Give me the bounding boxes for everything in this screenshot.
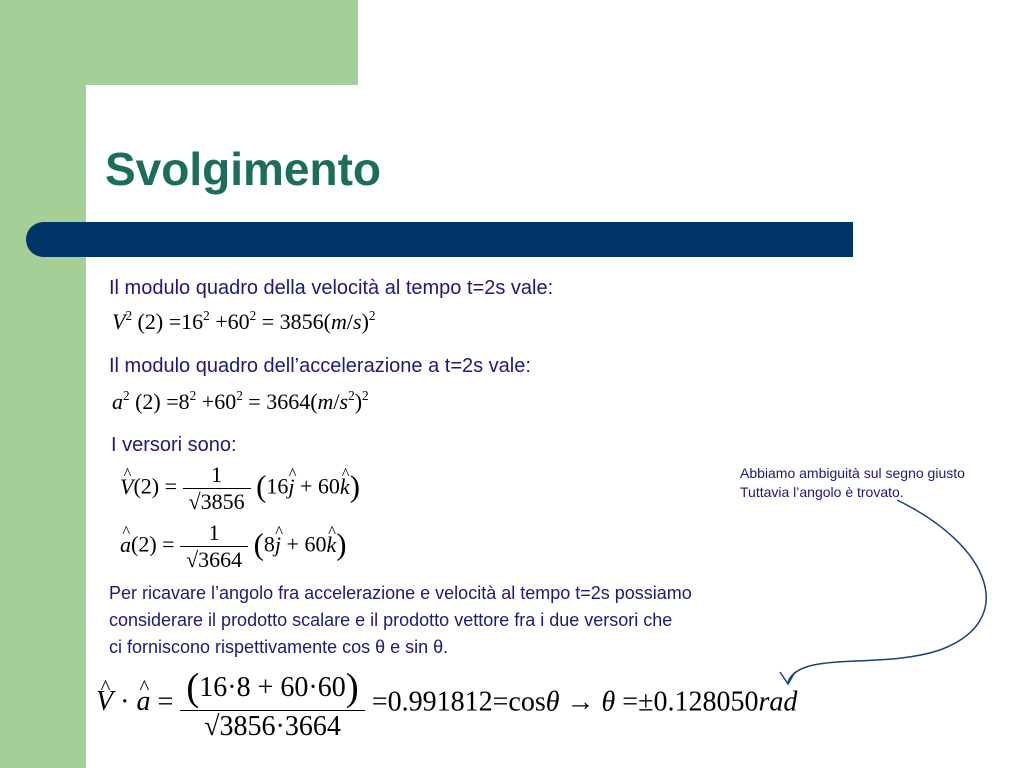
velocity-intro: Il modulo quadro della velocità al tempo t=2s vale: <box>109 277 554 299</box>
final-num-paren-open: ( <box>186 666 200 709</box>
eq-a-paren-open: ( <box>310 389 318 414</box>
paragraph-line-1: Per ricavare l’angolo fra accelerazione e velocità al tempo t=2s possiamo <box>109 583 692 603</box>
eq-a-arg: (2) <box>135 389 161 414</box>
eq-v-term-b-exp: 2 <box>249 307 257 323</box>
eq-v-unit-m: m <box>330 309 347 334</box>
eq-v-arg: (2) <box>137 309 164 334</box>
eq-v-unit-exp: 2 <box>368 307 376 323</box>
eq-v-unit-s: s <box>353 309 362 334</box>
final-equals-3: = <box>492 686 509 718</box>
eq-a-term-b-exp: 2 <box>236 387 243 403</box>
eq-v-plus: + <box>215 309 228 334</box>
vers-a-paren-close: ) <box>336 527 347 562</box>
final-a-hat: ^ a <box>136 686 150 718</box>
final-denominator-value: 3856·3664 <box>219 711 341 742</box>
eq-a-unit-s-exp: 2 <box>348 387 355 403</box>
eq-v-result: 3856 <box>279 309 324 334</box>
paragraph-line-3: ci forniscono rispettivamente cos θ e sin θ. <box>109 637 449 657</box>
final-cos-value: 0.991812 <box>387 686 493 718</box>
angle-explanation <box>109 580 692 661</box>
vers-a-coef-k: 60 <box>304 531 327 557</box>
eq-v-term-a: 16 <box>181 309 204 334</box>
final-numerator-value: 16·8 + 60·60 <box>199 672 346 704</box>
vers-v-j-hat: ^ j <box>288 474 294 500</box>
eq-a-term-a-exp: 2 <box>189 387 197 403</box>
final-cos: cos <box>508 686 546 718</box>
eq-a-plus: + <box>201 389 215 414</box>
vers-a-j-hat: ^ j <box>275 532 281 558</box>
vers-a-numerator: 1 <box>208 520 220 545</box>
vers-a-plus: + <box>286 531 299 557</box>
final-equals: = <box>157 686 174 718</box>
vers-v-denominator: √3856 <box>183 488 251 515</box>
eq-a-equals: = <box>166 389 179 414</box>
eq-a-paren-close: ) <box>354 389 363 414</box>
eq-v-symbol: V <box>112 309 126 334</box>
vers-v-coef-k: 60 <box>317 473 340 499</box>
final-dot: · <box>120 686 130 718</box>
final-theta-2: θ <box>601 686 616 718</box>
eq-v-term-b: 60 <box>227 309 250 334</box>
vers-v-paren-close: ) <box>349 469 360 504</box>
paragraph-line-2: considerare il prodotto scalare e il prodotto vettore fra i due versori che <box>109 610 673 630</box>
eq-v-slash: / <box>346 309 353 334</box>
final-num-paren-close: ) <box>345 666 359 709</box>
final-equals-2: = <box>371 686 388 718</box>
eq-a-slash: / <box>333 389 340 414</box>
final-unit-rad: rad <box>758 686 798 718</box>
vers-v-denominator-value: 3856 <box>200 489 245 514</box>
vers-v-numerator: 1 <box>211 462 223 487</box>
eq-a-equals-2: = <box>248 389 261 414</box>
final-theta: θ <box>545 686 560 718</box>
vers-a-paren-open: ( <box>253 527 264 562</box>
vers-v-arg: (2) <box>133 473 160 499</box>
final-equals-4: = <box>622 686 639 718</box>
vers-a-arg: (2) <box>131 531 157 557</box>
eq-a-unit-m: m <box>317 389 334 414</box>
eq-a-result: 3664 <box>266 389 311 414</box>
final-plus-minus: ± <box>638 686 654 718</box>
note-line-1: Abbiamo ambiguità sul segno giusto <box>740 465 965 481</box>
vers-a-symbol: ^ a <box>120 532 131 558</box>
eq-a-symbol: a <box>112 389 123 414</box>
eq-v-equals-2: = <box>261 309 275 334</box>
eq-a-unit-exp: 2 <box>362 387 369 403</box>
vers-a-equals: = <box>162 531 175 557</box>
eq-a-term-a: 8 <box>178 389 190 414</box>
eq-v-term-a-exp: 2 <box>203 307 210 323</box>
eq-v-exp: 2 <box>125 307 133 323</box>
vers-a-denominator: √3664 <box>180 546 248 573</box>
vers-a-coef-j: 8 <box>263 531 275 557</box>
eq-v-paren-close: ) <box>361 309 369 334</box>
versors-intro: I versori sono: <box>111 434 237 456</box>
eq-a-exp: 2 <box>123 387 130 403</box>
final-v-hat: ^ V <box>96 686 113 718</box>
eq-v-equals: = <box>168 309 182 334</box>
eq-a-unit-s: s <box>339 389 349 414</box>
eq-v-paren-open: ( <box>323 309 331 334</box>
vers-v-k-hat: ^ k <box>340 474 350 500</box>
vers-a-k-hat: ^ k <box>326 532 336 558</box>
vers-v-symbol: ^ V <box>120 474 133 500</box>
final-arrow: → <box>566 686 595 718</box>
final-angle-value: 0.128050 <box>653 686 759 718</box>
vers-v-equals: = <box>164 473 178 499</box>
final-numerator <box>180 665 365 710</box>
angle-final-equation <box>96 665 797 743</box>
vers-a-denominator-value: 3664 <box>198 547 243 572</box>
vers-v-coef-j: 16 <box>266 473 289 499</box>
final-fraction <box>180 665 365 743</box>
final-denominator: √3856·3664 <box>180 710 365 743</box>
eq-a-term-b: 60 <box>214 389 237 414</box>
slide-title: Svolgimento <box>105 143 382 195</box>
acceleration-intro: Il modulo quadro dell’accelerazione a t=2s vale: <box>109 355 531 377</box>
note-line-2: Tuttavia l’angolo è trovato. <box>740 484 904 500</box>
vers-v-plus: + <box>300 473 313 499</box>
vers-v-paren-open: ( <box>256 469 267 504</box>
